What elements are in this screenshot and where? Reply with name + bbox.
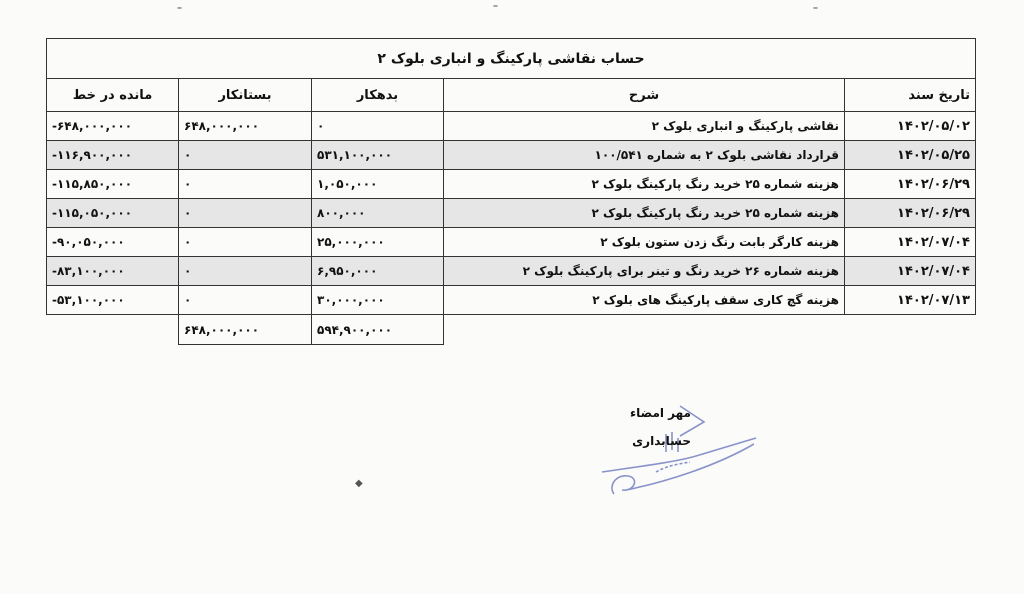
totals-row [47,315,976,345]
row-balance: -۱۱۵,۰۵۰,۰۰۰ [47,199,179,228]
totals-blank [47,315,179,345]
row-balance: -۸۳,۱۰۰,۰۰۰ [47,257,179,286]
row-debit: ۰ [312,112,444,141]
row-debit: ۸۰۰,۰۰۰ [312,199,444,228]
row-description: نقاشی پارکینگ و انباری بلوک ۲ [444,112,845,141]
table-row [47,257,976,286]
header-credit: بستانکار [179,79,312,112]
total-debit: ۵۹۴,۹۰۰,۰۰۰ [312,315,444,345]
totals-blank [845,315,976,345]
row-debit: ۳۰,۰۰۰,۰۰۰ [312,286,444,315]
row-balance: -۵۳,۱۰۰,۰۰۰ [47,286,179,315]
signature-label: مهر امضاء [629,406,691,420]
table-row [47,170,976,199]
total-credit: ۶۴۸,۰۰۰,۰۰۰ [179,315,312,345]
row-balance: -۹۰,۰۵۰,۰۰۰ [47,228,179,257]
row-credit: ۰ [179,199,312,228]
signature-block [596,392,776,502]
row-balance: -۱۱۵,۸۵۰,۰۰۰ [47,170,179,199]
row-credit: ۰ [179,170,312,199]
row-debit: ۶,۹۵۰,۰۰۰ [312,257,444,286]
table-row [47,228,976,257]
row-date: ۱۴۰۲/۰۶/۲۹ [845,199,976,228]
table-row [47,112,976,141]
row-debit: ۵۳۱,۱۰۰,۰۰۰ [312,141,444,170]
table-row [47,199,976,228]
row-date: ۱۴۰۲/۰۶/۲۹ [845,170,976,199]
speck: ¯ [176,6,183,22]
header-description: شرح [444,79,845,112]
table-row [47,141,976,170]
row-balance: -۶۴۸,۰۰۰,۰۰۰ [47,112,179,141]
header-debit: بدهکار [312,79,444,112]
row-date: ۱۴۰۲/۰۷/۰۴ [845,257,976,286]
totals-blank [444,315,845,345]
row-description: هزینه گچ کاری سقف پارکینگ های بلوک ۲ [444,286,845,315]
row-date: ۱۴۰۲/۰۷/۱۳ [845,286,976,315]
row-credit: ۶۴۸,۰۰۰,۰۰۰ [179,112,312,141]
row-description: هزینه شماره ۲۶ خرید رنگ و تینر برای پارکینگ بلوک ۲ [444,257,845,286]
row-debit: ۲۵,۰۰۰,۰۰۰ [312,228,444,257]
ledger-table [46,38,976,345]
header-date: تاریخ سند [845,79,976,112]
row-date: ۱۴۰۲/۰۵/۲۵ [845,141,976,170]
speck: ¯ [812,6,819,22]
row-credit: ۰ [179,286,312,315]
speck: ◆ [355,478,363,489]
row-debit: ۱,۰۵۰,۰۰۰ [312,170,444,199]
header-balance: مانده در خط [47,79,179,112]
row-credit: ۰ [179,257,312,286]
row-description: هزینه کارگر بابت رنگ زدن ستون بلوک ۲ [444,228,845,257]
row-balance: -۱۱۶,۹۰۰,۰۰۰ [47,141,179,170]
row-description: هزینه شماره ۲۵ خرید رنگ پارکینگ بلوک ۲ [444,170,845,199]
table-row [47,286,976,315]
accounting-label: حسابداری [632,434,691,448]
row-credit: ۰ [179,141,312,170]
row-credit: ۰ [179,228,312,257]
row-date: ۱۴۰۲/۰۷/۰۴ [845,228,976,257]
ledger-title: حساب نقاشی پارکینگ و انباری بلوک ۲ [47,39,976,79]
speck: ¯ [492,4,499,20]
row-date: ۱۴۰۲/۰۵/۰۲ [845,112,976,141]
row-description: هزینه شماره ۲۵ خرید رنگ پارکینگ بلوک ۲ [444,199,845,228]
row-description: قرارداد نقاشی بلوک ۲ به شماره ۱۰۰/۵۴۱ [444,141,845,170]
